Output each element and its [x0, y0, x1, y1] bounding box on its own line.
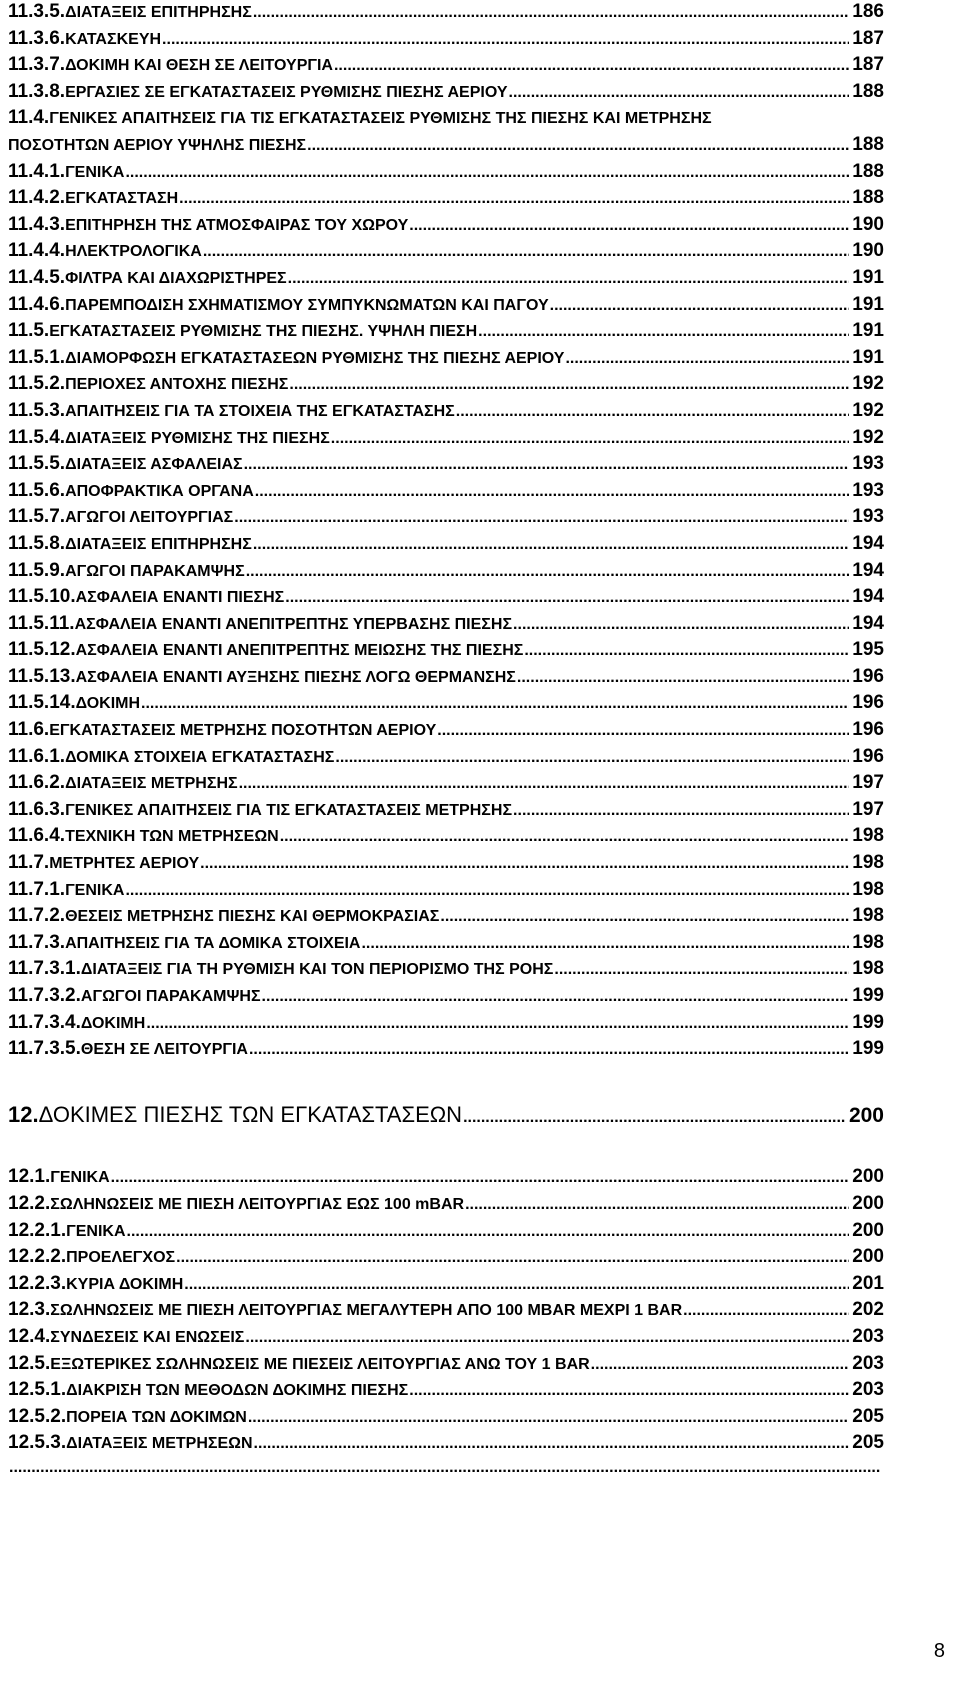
toc-entry-title: ΑΠΑΙΤΗΣΕΙΣ ΓΙΑ ΤΑ ΔΟΜΙΚΑ ΣΤΟΙΧΕΙΑ — [65, 935, 361, 952]
toc-entry-title: ΠΡΟΕΛΕΓΧΟΣ — [66, 1249, 176, 1266]
toc-entry-title: ΘΕΣΕΙΣ ΜΕΤΡΗΣΗΣ ΠΙΕΣΗΣ ΚΑΙ ΘΕΡΜΟΚΡΑΣΙΑΣ — [65, 908, 440, 925]
toc-entry-title: ΕΓΚΑΤΑΣΤΑΣΕΙΣ ΜΕΤΡΗΣΗΣ ΠΟΣΟΤΗΤΩΝ ΑΕΡΙΟΥ — [49, 722, 437, 739]
toc-entry-page: 198 — [852, 958, 884, 979]
toc-entry-number: 11.5. — [8, 320, 50, 341]
toc-entry-page: 186 — [852, 1, 884, 22]
toc-entry-page: 205 — [852, 1432, 884, 1453]
toc-leader-dots — [437, 723, 849, 739]
toc-entry[interactable] — [8, 1221, 884, 1240]
toc-entry-page: 190 — [852, 214, 884, 235]
toc-entry-title: ΔΙΑΤΑΞΕΙΣ ΜΕΤΡΗΣΗΣ — [65, 775, 238, 792]
toc-entry-title: ΔΟΚΙΜΗ ΚΑΙ ΘΕΣΗ ΣΕ ΛΕΙΤΟΥΡΓΙΑ — [65, 57, 333, 74]
toc-leader-dots — [127, 1224, 850, 1240]
toc-entry[interactable] — [8, 667, 884, 686]
toc-entry-page: 191 — [852, 347, 884, 368]
toc-entry-number: 12. — [8, 1102, 39, 1127]
toc-entry-page: 188 — [852, 187, 884, 208]
toc-entry-page: 205 — [852, 1406, 884, 1427]
toc-leader-dots — [554, 962, 849, 978]
toc-entry-page: 188 — [852, 161, 884, 182]
toc-entry-number: 12.3. — [8, 1299, 51, 1320]
toc-leader-dots — [334, 58, 849, 74]
toc-entry-title: ΑΓΩΓΟΙ ΠΑΡΑΚΑΜΨΗΣ — [80, 988, 261, 1005]
toc-entry[interactable] — [8, 2, 884, 21]
toc-entry[interactable] — [8, 1327, 884, 1346]
toc-leader-dots — [244, 457, 850, 473]
toc-entry-page: 198 — [852, 905, 884, 926]
toc-entry-title: ΓΕΝΙΚΕΣ ΑΠΑΙΤΗΣΕΙΣ ΓΙΑ ΤΙΣ ΕΓΚΑΤΑΣΤΑΣΕΙΣ ΡΥΘΜΙΣΗΣ ΤΗΣ ΠΙΕΣΗΣ ΚΑΙ ΜΕΤΡΗΣΗΣ — [49, 110, 712, 127]
toc-entry[interactable] — [8, 215, 884, 234]
toc-leader-dots — [331, 431, 850, 447]
toc-leader-dots — [509, 85, 850, 101]
toc-entry-title: ΠΟΣΟΤΗΤΩΝ ΑΕΡΙΟΥ ΥΨΗΛΗΣ ΠΙΕΣΗΣ — [8, 137, 307, 154]
toc-entry-page: 191 — [852, 294, 884, 315]
toc-leader-dots — [184, 1277, 849, 1293]
toc-entry-number: 11.5.4. — [8, 427, 66, 448]
toc-entry-number: 11.7.3.4. — [8, 1012, 81, 1033]
toc-entry-title: ΑΣΦΑΛΕΙΑ ΕΝΑΝΤΙ ΑΝΕΠΙΤΡΕΠΤΗΣ ΜΕΙΩΣΗΣ ΤΗΣ ΠΙΕΣΗΣ — [75, 642, 524, 659]
toc-entry-number: 12.5. — [8, 1353, 51, 1374]
toc-leader-dots — [550, 298, 850, 314]
toc-entry[interactable] — [8, 295, 884, 314]
toc-entry[interactable] — [8, 1194, 884, 1213]
toc-leader-dots — [280, 829, 850, 845]
toc-entry-page: 187 — [852, 28, 884, 49]
toc-entry[interactable] — [8, 428, 884, 447]
toc-entry-page: 199 — [852, 985, 884, 1006]
toc-entry-title: ΘΕΣΗ ΣΕ ΛΕΙΤΟΥΡΓΙΑ — [80, 1041, 248, 1058]
toc-leader-dots — [125, 165, 849, 181]
toc-entry-page: 188 — [852, 81, 884, 102]
toc-entry-number: 11.4.2. — [8, 187, 66, 208]
toc-entry-page: 191 — [852, 267, 884, 288]
toc-entry[interactable] — [8, 401, 884, 420]
toc-leader-dots — [465, 1197, 849, 1213]
toc-leader-dots — [524, 643, 849, 659]
toc-entry-page: 198 — [852, 825, 884, 846]
toc-leader-dots — [125, 883, 849, 899]
toc-entry-number: 11.4.4. — [8, 240, 66, 261]
toc-leader-dots — [141, 696, 849, 712]
toc-entry-title: ΑΣΦΑΛΕΙΑ ΕΝΑΝΤΙ ΑΥΞΗΣΗΣ ΠΙΕΣΗΣ ΛΟΓΩ ΘΕΡΜΑΝΣΗΣ — [75, 669, 516, 686]
toc-entry-number: 11.5.1. — [8, 347, 66, 368]
toc-entry-title: ΑΣΦΑΛΕΙΑ ΕΝΑΝΤΙ ΑΝΕΠΙΤΡΕΠΤΗΣ ΥΠΕΡΒΑΣΗΣ ΠΙΕΣΗΣ — [74, 616, 513, 633]
toc-entry-page: 187 — [852, 54, 884, 75]
toc-leader-dots — [253, 5, 849, 21]
toc-entry-number: 11.3.8. — [8, 81, 66, 102]
toc-entry-title: ΑΠΑΙΤΗΣΕΙΣ ΓΙΑ ΤΑ ΣΤΟΙΧΕΙΑ ΤΗΣ ΕΓΚΑΤΑΣΤΑΣΗΣ — [65, 403, 455, 420]
toc-entry[interactable] — [8, 374, 884, 393]
toc-entry-title: ΔΙΑΚΡΙΣΗ ΤΩΝ ΜΕΘΟΔΩΝ ΔΟΚΙΜΗΣ ΠΙΕΣΗΣ — [66, 1382, 409, 1399]
toc-entry-page: 192 — [852, 427, 884, 448]
toc-entry[interactable] — [8, 1274, 884, 1293]
toc-entry-title: ΣΩΛΗΝΩΣΕΙΣ ΜΕ ΠΙΕΣΗ ΛΕΙΤΟΥΡΓΙΑΣ ΕΩΣ 100 mBAR — [50, 1196, 465, 1213]
toc-entry-title: ΕΞΩΤΕΡΙΚΕΣ ΣΩΛΗΝΩΣΕΙΣ ΜΕ ΠΙΕΣΕΙΣ ΛΕΙΤΟΥΡΓΙΑΣ ΑΝΩ ΤΟΥ 1 BAR — [50, 1356, 590, 1373]
toc-entry-number: 11.6.1. — [8, 746, 66, 767]
toc-entry-title: ΜΕΤΡΗΤΕΣ ΑΕΡΙΟΥ — [49, 855, 200, 872]
toc-entry-title: ΦΙΛΤΡΑ ΚΑΙ ΔΙΑΧΩΡΙΣΤΗΡΕΣ — [65, 270, 287, 287]
toc-entry-page: 193 — [852, 480, 884, 501]
toc-entry[interactable] — [8, 853, 884, 872]
toc-entry-page: 198 — [852, 932, 884, 953]
toc-leader-dots — [288, 271, 850, 287]
toc-entry-title: ΓΕΝΙΚΕΣ ΑΠΑΙΤΗΣΕΙΣ ΓΙΑ ΤΙΣ ΕΓΚΑΤΑΣΤΑΣΕΙΣ ΜΕΤΡΗΣΗΣ — [65, 802, 513, 819]
toc-entry[interactable] — [8, 720, 884, 739]
toc-entry-number: 11.6.2. — [8, 772, 66, 793]
toc-entry-number: 11.5.2. — [8, 373, 66, 394]
toc-leader-dots — [253, 537, 849, 553]
toc-entry[interactable] — [8, 82, 884, 101]
toc-entry-page: 197 — [852, 799, 884, 820]
toc-entry[interactable] — [8, 826, 884, 845]
toc-entry[interactable] — [8, 773, 884, 792]
toc-entry-title: ΔΙΑΜΟΡΦΩΣΗ ΕΓΚΑΤΑΣΤΑΣΕΩΝ ΡΥΘΜΙΣΗΣ ΤΗΣ ΠΙΕΣΗΣ ΑΕΡΙΟΥ — [65, 350, 565, 367]
toc-entry-number: 11.5.6. — [8, 480, 66, 501]
toc-entry-number: 11.7.2. — [8, 905, 66, 926]
toc-leader-dots — [248, 1410, 849, 1426]
toc-entry-page: 200 — [852, 1193, 884, 1214]
toc-entry-title: ΔΙΑΤΑΞΕΙΣ ΜΕΤΡΗΣΕΩΝ — [66, 1435, 253, 1452]
toc-entry-page: 199 — [852, 1012, 884, 1033]
toc-entry-page: 193 — [852, 506, 884, 527]
toc-entry[interactable] — [8, 1013, 884, 1032]
toc-entry[interactable] — [8, 693, 884, 712]
toc-leader-dots — [255, 484, 850, 500]
toc-entry-page: 192 — [852, 400, 884, 421]
toc-leader-dots — [146, 1016, 849, 1032]
toc-entry-number: 11.7.1. — [8, 879, 66, 900]
toc-leader-dots — [9, 1460, 881, 1476]
toc-entry[interactable] — [8, 1407, 884, 1426]
toc-entry-title: ΔΙΑΤΑΞΕΙΣ ΑΣΦΑΛΕΙΑΣ — [65, 456, 243, 473]
toc-entry-title: ΔΟΚΙΜΕΣ ΠΙΕΣΗΣ ΤΩΝ ΕΓΚΑΤΑΣΤΑΣΕΩΝ — [38, 1102, 463, 1127]
toc-entry-title: ΤΕΧΝΙΚΗ ΤΩΝ ΜΕΤΡΗΣΕΩΝ — [65, 828, 279, 845]
toc-leader-dots — [285, 590, 849, 606]
toc-leader-dots — [361, 936, 849, 952]
toc-entry[interactable] — [8, 348, 884, 367]
toc-entry-number: 11.7. — [8, 852, 50, 873]
toc-leader-dots — [478, 324, 849, 340]
toc-entry-title: ΚΥΡΙΑ ΔΟΚΙΜΗ — [66, 1276, 184, 1293]
toc-entry[interactable] — [8, 1354, 884, 1373]
toc-entry[interactable] — [8, 587, 884, 606]
toc-entry-page: 198 — [852, 879, 884, 900]
toc-entry-title: ΔΟΚΙΜΗ — [75, 695, 141, 712]
toc-entry-title: ΔΙΑΤΑΞΕΙΣ ΓΙΑ ΤΗ ΡΥΘΜΙΣΗ ΚΑΙ ΤΟΝ ΠΕΡΙΟΡΙΣΜΟ ΤΗΣ ΡΟΗΣ — [80, 961, 554, 978]
toc-entry-number: 11.5.3. — [8, 400, 66, 421]
toc-leader-dots — [565, 351, 849, 367]
toc-entry-number: 11.4.6. — [8, 294, 66, 315]
toc-entry[interactable] — [8, 454, 884, 473]
toc-entry-title: ΑΓΩΓΟΙ ΛΕΙΤΟΥΡΓΙΑΣ — [65, 509, 234, 526]
toc-leader-dots — [683, 1303, 849, 1319]
toc-entry-number: 11.5.5. — [8, 453, 66, 474]
toc-entry-number: 11.5.8. — [8, 533, 66, 554]
toc-entry-title: ΕΡΓΑΣΙΕΣ ΣΕ ΕΓΚΑΤΑΣΤΑΣΕΙΣ ΡΥΘΜΙΣΗΣ ΠΙΕΣΗΣ ΑΕΡΙΟΥ — [65, 84, 508, 101]
toc-leader-dots — [440, 909, 849, 925]
toc-entry[interactable] — [8, 55, 884, 74]
toc-entry-page: 194 — [852, 613, 884, 634]
toc-entry-number: 11.6. — [8, 719, 50, 740]
toc-entry[interactable] — [8, 1380, 884, 1399]
toc-entry-title: ΠΕΡΙΟΧΕΣ ΑΝΤΟΧΗΣ ΠΙΕΣΗΣ — [65, 376, 289, 393]
toc-entry-page: 196 — [852, 719, 884, 740]
toc-entry-number: 11.5.9. — [8, 560, 66, 581]
toc-entry-number: 11.4.1. — [8, 161, 66, 182]
toc-entry[interactable] — [8, 1460, 884, 1476]
toc-leader-dots — [111, 1170, 850, 1186]
toc-chapter-entry[interactable] — [8, 1104, 884, 1126]
toc-entry-number: 12.2.2. — [8, 1246, 67, 1267]
page-number: 8 — [933, 1640, 945, 1662]
toc-entry-number: 11.5.10. — [8, 586, 76, 607]
toc-entry-title: ΓΕΝΙΚΑ — [65, 164, 125, 181]
toc-entry-title: ΕΓΚΑΤΑΣΤΑΣΗ — [65, 190, 179, 207]
toc-leader-dots — [162, 32, 849, 48]
toc-entry-page: 194 — [852, 560, 884, 581]
toc-leader-dots — [513, 803, 849, 819]
toc-entry-title: ΔΙΑΤΑΞΕΙΣ ΕΠΙΤΗΡΗΣΗΣ — [65, 536, 252, 553]
toc-entry-number: 11.7.3.2. — [8, 985, 81, 1006]
toc-entry-page: 201 — [852, 1273, 884, 1294]
toc-entry-page: 202 — [852, 1299, 884, 1320]
toc-entry-number: 11.6.4. — [8, 825, 66, 846]
toc-entry-page: 193 — [852, 453, 884, 474]
toc-entry[interactable] — [8, 906, 884, 925]
toc-entry-title: ΓΕΝΙΚΑ — [66, 1223, 126, 1240]
toc-leader-dots — [307, 138, 849, 154]
toc-leader-dots — [176, 1250, 849, 1266]
toc-entry-title: ΔΟΜΙΚΑ ΣΤΟΙΧΕΙΑ ΕΓΚΑΤΑΣΤΑΣΗΣ — [65, 749, 335, 766]
toc-leader-dots — [463, 1110, 846, 1126]
toc-leader-dots — [246, 564, 850, 580]
toc-leader-dots — [517, 670, 849, 686]
toc-leader-dots — [591, 1357, 850, 1373]
toc-entry-number: 11.7.3.5. — [8, 1038, 81, 1059]
toc-entry-page: 194 — [852, 586, 884, 607]
toc-leader-dots — [234, 510, 849, 526]
toc-leader-dots — [456, 404, 850, 420]
toc-entry[interactable] — [8, 614, 884, 633]
toc-leader-dots — [203, 244, 849, 260]
toc-leader-dots — [239, 776, 850, 792]
toc-leader-dots — [262, 989, 850, 1005]
toc-leader-dots — [335, 750, 849, 766]
toc-entry[interactable] — [8, 561, 884, 580]
toc-entry[interactable] — [8, 108, 884, 127]
toc-entry[interactable] — [8, 188, 884, 207]
toc-leader-dots — [179, 191, 849, 207]
toc-entry-number: 11.7.3. — [8, 932, 66, 953]
toc-entry-page: 191 — [852, 320, 884, 341]
toc-entry-page: 196 — [852, 666, 884, 687]
toc-entry-page: 195 — [852, 639, 884, 660]
toc-entry-number: 11.7.3.1. — [8, 958, 81, 979]
toc-entry[interactable] — [8, 933, 884, 952]
toc-entry-title: ΠΟΡΕΙΑ ΤΩΝ ΔΟΚΙΜΩΝ — [66, 1409, 247, 1426]
toc-entry[interactable] — [8, 507, 884, 526]
toc-entry-page: 199 — [852, 1038, 884, 1059]
toc-entry[interactable] — [8, 241, 884, 260]
toc-entry-page: 200 — [848, 1104, 884, 1127]
toc-entry-title: ΣΩΛΗΝΩΣΕΙΣ ΜΕ ΠΙΕΣΗ ΛΕΙΤΟΥΡΓΙΑΣ ΜΕΓΑΛΥΤΕΡΗ ΑΠΟ 100 MBAR ΜΕΧΡΙ 1 BAR — [50, 1302, 683, 1319]
toc-entry[interactable] — [8, 321, 884, 340]
toc-entry-number: 11.3.5. — [8, 1, 66, 22]
toc-leader-dots — [409, 1383, 849, 1399]
toc-leader-dots — [200, 856, 849, 872]
toc-entry-number: 12.5.3. — [8, 1432, 67, 1453]
toc-entry-title: ΚΑΤΑΣΚΕΥΗ — [65, 31, 162, 48]
toc-entry-title: ΣΥΝΔΕΣΕΙΣ ΚΑΙ ΕΝΩΣΕΙΣ — [50, 1329, 245, 1346]
toc-entry-number: 12.5.1. — [8, 1379, 67, 1400]
toc-leader-dots — [254, 1436, 850, 1452]
toc-entry-page: 197 — [852, 772, 884, 793]
toc-entry-title: ΕΓΚΑΤΑΣΤΑΣΕΙΣ ΡΥΘΜΙΣΗΣ ΤΗΣ ΠΙΕΣΗΣ. ΥΨΗΛΗ ΠΙΕΣΗ — [49, 323, 478, 340]
toc-entry-number: 11.4. — [8, 107, 50, 128]
toc-entry-page: 198 — [852, 852, 884, 873]
toc-entry-page: 190 — [852, 240, 884, 261]
toc-entry-title: ΠΑΡΕΜΠΟΔΙΣΗ ΣΧΗΜΑΤΙΣΜΟΥ ΣΥΜΠΥΚΝΩΜΑΤΩΝ ΚΑΙ ΠΑΓΟΥ — [65, 297, 549, 314]
toc-entry[interactable] — [8, 1247, 884, 1266]
toc-entry-number: 12.5.2. — [8, 1406, 67, 1427]
toc-entry-title: ΑΠΟΦΡΑΚΤΙΚΑ ΟΡΓΑΝΑ — [65, 483, 254, 500]
toc-entry-page: 196 — [852, 746, 884, 767]
toc-entry-page: 194 — [852, 533, 884, 554]
toc-entry-number: 11.4.5. — [8, 267, 66, 288]
toc-entry[interactable] — [8, 268, 884, 287]
toc-entry-page: 200 — [852, 1246, 884, 1267]
toc-entry-title: ΓΕΝΙΚΑ — [65, 882, 125, 899]
toc-entry-page: 188 — [852, 134, 884, 155]
toc-leader-dots — [289, 377, 849, 393]
toc-entry-number: 12.2.3. — [8, 1273, 67, 1294]
toc-entry-title: ΑΓΩΓΟΙ ΠΑΡΑΚΑΜΨΗΣ — [65, 563, 245, 580]
toc-entry-page: 203 — [852, 1326, 884, 1347]
toc-entry-title: ΔΙΑΤΑΞΕΙΣ ΡΥΘΜΙΣΗΣ ΤΗΣ ΠΙΕΣΗΣ — [65, 430, 330, 447]
toc-entry[interactable] — [8, 1167, 884, 1186]
toc-entry[interactable] — [8, 1433, 884, 1452]
toc-entry-continuation[interactable] — [8, 135, 884, 154]
toc-entry-number: 12.1. — [8, 1166, 51, 1187]
toc-entry[interactable] — [8, 640, 884, 659]
toc-entry[interactable] — [8, 1300, 884, 1319]
toc-entry-page: 203 — [852, 1353, 884, 1374]
toc-entry[interactable] — [8, 534, 884, 553]
toc-entry[interactable] — [8, 986, 884, 1005]
toc-entry-title: ΔΟΚΙΜΗ — [80, 1015, 146, 1032]
toc-entry-number: 11.6.3. — [8, 799, 66, 820]
toc-entry-title: ΗΛΕΚΤΡΟΛΟΓΙΚΑ — [65, 243, 202, 260]
toc-leader-dots — [409, 218, 849, 234]
toc-entry[interactable] — [8, 880, 884, 899]
toc-entry-number: 11.3.6. — [8, 28, 66, 49]
toc-entry-number: 11.5.14. — [8, 692, 76, 713]
toc-entry-title: ΓΕΝΙΚΑ — [50, 1169, 110, 1186]
toc-entry-number: 11.5.12. — [8, 639, 76, 660]
toc-entry-title: ΕΠΙΤΗΡΗΣΗ ΤΗΣ ΑΤΜΟΣΦΑΙΡΑΣ ΤΟΥ ΧΩΡΟΥ — [65, 217, 409, 234]
toc-entry-page: 200 — [852, 1166, 884, 1187]
toc-entry-number: 11.4.3. — [8, 214, 66, 235]
toc-entry-page: 200 — [852, 1220, 884, 1241]
toc-entry-number: 11.5.11. — [8, 613, 75, 634]
toc-leader-dots — [245, 1330, 849, 1346]
toc-entry[interactable] — [8, 959, 884, 978]
toc-entry[interactable] — [8, 747, 884, 766]
toc-entry[interactable] — [8, 800, 884, 819]
toc-leader-dots — [249, 1042, 849, 1058]
toc-entry-page: 203 — [852, 1379, 884, 1400]
toc-entry-title: ΔΙΑΤΑΞΕΙΣ ΕΠΙΤΗΡΗΣΗΣ — [65, 4, 252, 21]
toc-entry[interactable] — [8, 1039, 884, 1058]
toc-entry-number: 11.5.7. — [8, 506, 66, 527]
toc-entry[interactable] — [8, 481, 884, 500]
toc-entry-number: 11.3.7. — [8, 54, 66, 75]
toc-entry[interactable] — [8, 29, 884, 48]
toc-leader-dots — [513, 617, 849, 633]
toc-entry-number: 12.4. — [8, 1326, 51, 1347]
toc-entry-number: 12.2. — [8, 1193, 51, 1214]
toc-entry-number: 11.5.13. — [8, 666, 76, 687]
toc-entry[interactable] — [8, 162, 884, 181]
toc-entry-page: 196 — [852, 692, 884, 713]
toc-entry-page: 192 — [852, 373, 884, 394]
toc-entry-title: ΑΣΦΑΛΕΙΑ ΕΝΑΝΤΙ ΠΙΕΣΗΣ — [75, 589, 285, 606]
toc-entry-number: 12.2.1. — [8, 1220, 67, 1241]
